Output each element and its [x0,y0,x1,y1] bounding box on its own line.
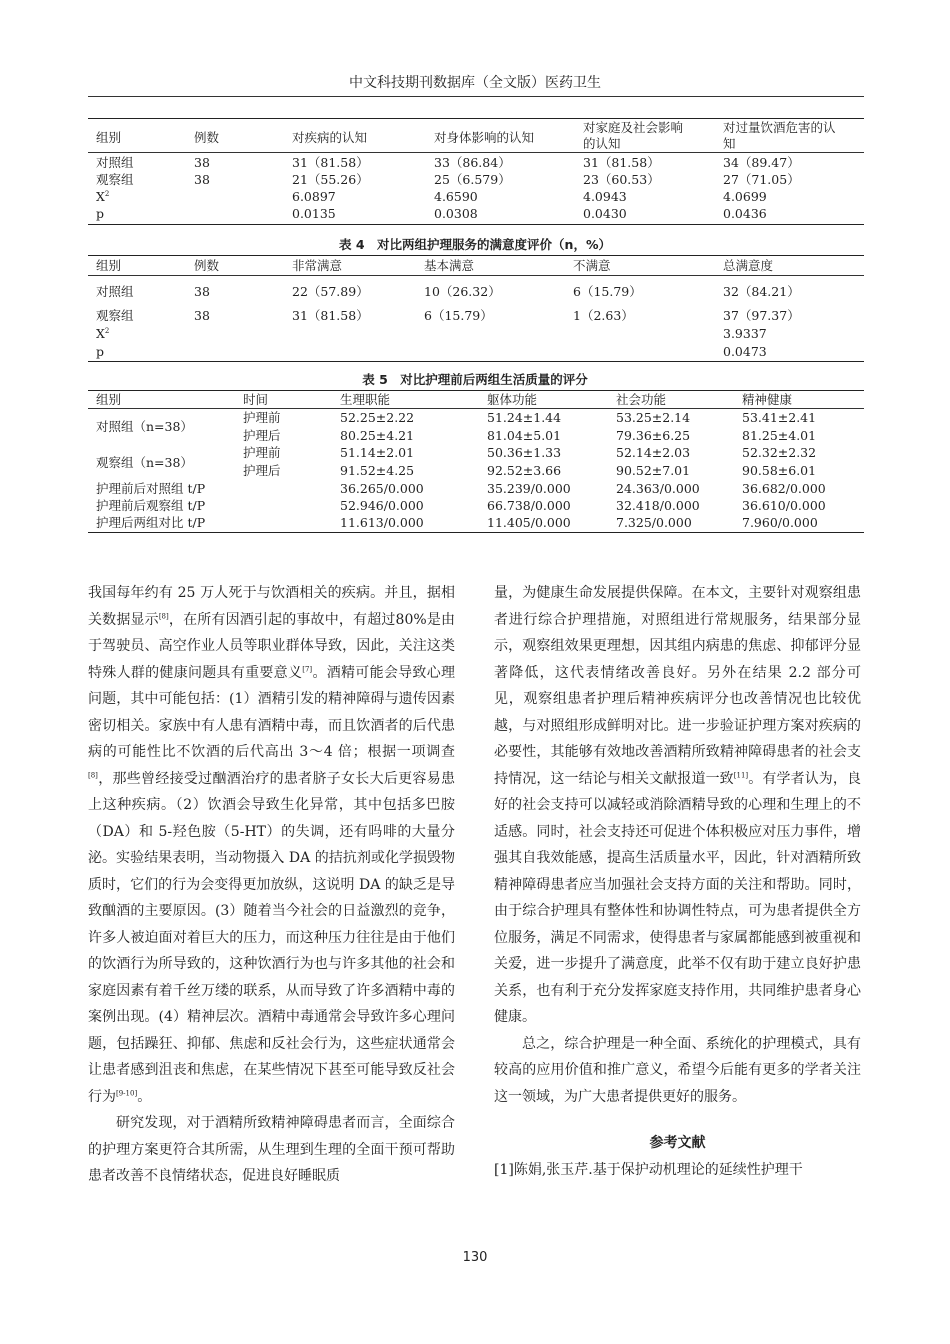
journal-header: 中文科技期刊数据库（全文版）医药卫生 [349,75,601,91]
t3-header-body: 对身体影响的认知 [434,130,535,145]
reference-item: [1]陈娟,张玉芹.基于保护动机理论的延续性护理干 [494,1161,803,1178]
body-right-column [494,580,861,1183]
table-5-title: 表 5 对比护理前后两组生活质量的评分 [362,372,588,387]
paragraph: 我国每年约有 25 万人死于与饮酒相关的疾病。并且，据相关数据显示[8]，在所有因酒引起的事故中，有超过80%是由于驾驶员、高空作业人员等职业群体导致，因此，关注这类特殊人群的健康问题具有重要意义[7]。酒精可能会导致心理问题，其中可能包括：(1）酒精引发的精神障碍与遗传因素密切相关。家族中有人患有酒精中毒，而且饮酒者的后代患病的可能性比不饮酒的后代高出 3～4 倍；根据一项调查[8]，那些曾经接受过酗酒治疗的患者脐子女长大后更容易患上这种疾病。（2）饮酒会导致生化异常，其中包括多巴胺（DA）和 5-羟色胺（5-HT）的失调，还有吗啡的大量分泌。实验结果表明，当动物摄入 DA 的拮抗剂或化学损毁物质时，它们的行为会变得更加放纵，这说明 DA 的缺乏是导致酗酒的主要原因。(3）随着当今社会的日益激烈的竞争，许多人被迫面对着巨大的压力，而这种压力往往是由于他们的饮酒行为所导致的，这种饮酒行为也与许多其他的社会和家庭因素有着千丝万缕的联系，从而导致了许多酒精中毒的案例出现。(4）精神层次。酒精中毒通常会导致许多心理问题，包括躁狂、抑郁、焦虑和反社会行为，这些症状通常会让患者感到沮丧和焦虑，在某些情况下甚至可能导致反社会行为[9-10]。 [88,585,456,1105]
paragraph: 研究发现，对于酒精所致精神障碍患者而言，全面综合的护理方案更符合其所需，从生理到生理的全面干预可帮助患者改善不良情绪状态，促进良好睡眠质 [88,1115,455,1184]
paragraph: 量，为健康生命发展提供保障。在本文，主要针对观察组患者进行综合护理措施，对照组进行常规服务，结果部分显示，观察组效果更理想，因其组内病患的焦虑、抑郁评分显著降低，这代表情绪改善良好。另外在结果 2.2 部分可见，观察组患者护理后精神疾病评分也改善情况也比较优越，与对照组形成鲜明对比。进一步验证护理方案对疾病的必要性，其能够有效地改善酒精所致精神障碍患者的社会支持情况，这一结论与相关文献报道一致[11]。有学者认为，良好的社会支持可以减轻或消除酒精导致的心理和生理上的不适感。同时，社会支持还可促进个体积极应对压力事件，增强其自我效能感，提高生活质量水平，因此，针对酒精所致精神障碍患者应当加强社会支持方面的关注和帮助。同时，由于综合护理具有整体性和协调性特点，可为患者提供全方位服务，满足不同需求，使得患者与家属都能感到被重视和关爱，进一步提升了满意度，此举不仅有助于建立良好护患关系，也有利于充分发挥家庭支持作用，共同维护患者身心健康。 [494,585,862,1025]
body-left-column [88,580,455,1190]
t3-header-alcohol-2: 知 [723,136,736,151]
header-rule [88,96,864,97]
t5-group-observation: 观察组（n=38） [96,455,193,470]
t3-header-group: 组别 [96,130,122,145]
t5-group-control: 对照组（n=38） [96,419,193,434]
paragraph: 总之，综合护理是一种全面、系统化的护理模式，具有较高的应用价值和推广意义，希望今后能有更多的学者关注这一领域，为广大患者提供更好的服务。 [494,1035,861,1105]
t3-header-family-1: 对家庭及社会影响 [583,120,684,135]
table-4-title: 表 4 对比两组护理服务的满意度评价（n，%） [339,237,611,252]
t3-header-alcohol-1: 对过量饮酒危害的认 [723,120,836,135]
t3-header-family-2: 的认知 [583,136,621,151]
t3-header-disease: 对疾病的认知 [292,130,368,145]
t3-header-count: 例数 [194,130,220,145]
references-heading: 参考文献 [649,1135,706,1151]
page-number: 130 [462,1250,488,1265]
